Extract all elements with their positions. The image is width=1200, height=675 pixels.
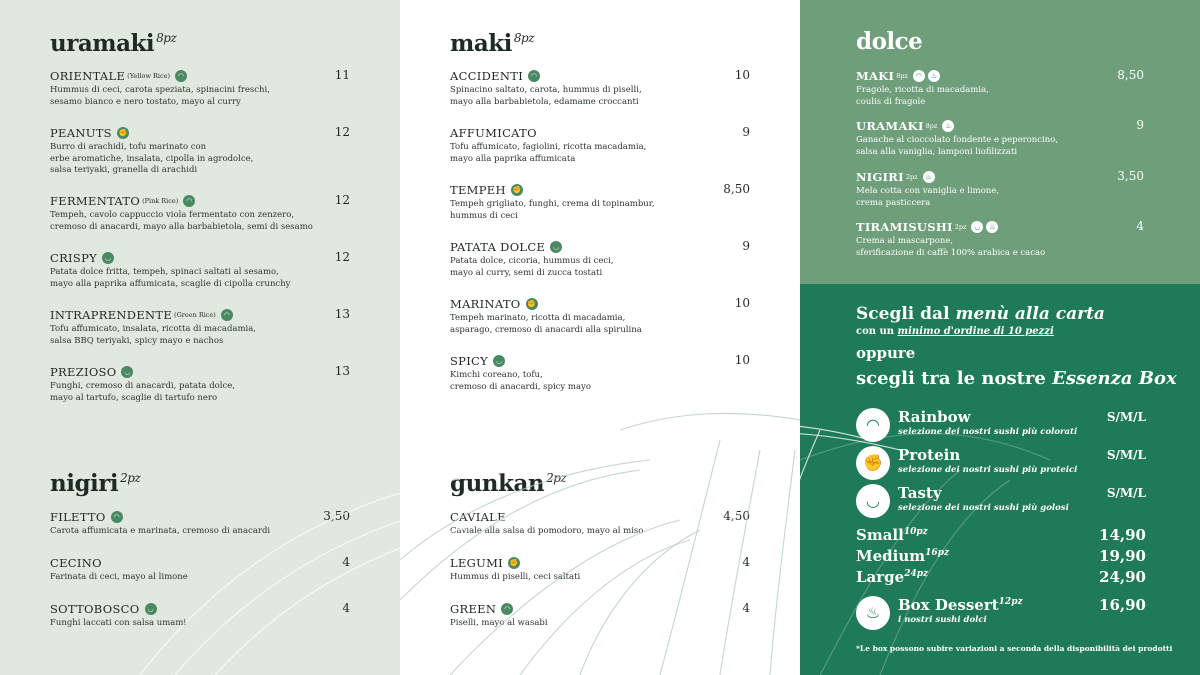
menu-item-green: GREEN ◠ 4 Piselli, mayo al wasabi xyxy=(450,601,750,628)
menu-item-intraprendente: INTRAPRENDENTE (Green Rice) ◠ 13 Tofu affumicato, insalata, ricotta di macadamia, salsa BBQ teriyaki, spicy mayo e nachos xyxy=(50,307,350,346)
dolce-title: dolce xyxy=(856,28,923,55)
muscle-icon: ✊ xyxy=(856,446,890,480)
essenza-box-heading: scegli tra le nostre Essenza Box xyxy=(856,368,1177,389)
dolce-item-uramaki: URAMAKI 8pz ♨ 9 Ganache al cioccolato fondente e peperoncino, salsa alla vaniglia, lamponi liofilizzati xyxy=(856,118,1144,157)
menu-item-spicy: SPICY ◡ 10 Kimchi coreano, tofu, cremoso di anacardi, spicy mayo xyxy=(450,353,750,392)
box-footnote: *Le box possono subire variazioni a seconda della disponibilità dei prodotti xyxy=(856,644,1173,653)
uramaki-title: uramaki $^{8pz}$ xyxy=(50,30,177,57)
muscle-icon: ✊ xyxy=(118,129,128,137)
rainbow-icon: ◠ xyxy=(501,603,513,615)
dolce-panel xyxy=(800,0,1200,284)
gunkan-title: gunkan $^{2pz}$ xyxy=(450,470,567,497)
rainbow-icon: ◠ xyxy=(856,408,890,442)
size-medium: Medium$^{16pz}$ 19,90 xyxy=(856,547,1146,565)
cupcake-icon: ♨ xyxy=(928,70,940,82)
menu-item-crispy: CRISPY ◡ 12 Patata dolce fritta, tempeh, spinaci saltati al sesamo, mayo alla paprika affumicata, scaglie di cipolla crunchy xyxy=(50,250,350,289)
rainbow-icon: ◠ xyxy=(175,70,187,82)
menu-item-legumi: LEGUMI ✊ 4 Hummus di piselli, ceci saltati xyxy=(450,555,750,582)
menu-item-marinato: MARINATO ✊ 10 Tempeh marinato, ricotta di macadamia, asparago, cremoso di anacardi alla spirulina xyxy=(450,296,750,335)
menu-item-fermentato: FERMENTATO (Pink Rice) ◠ 12 Tempeh, cavolo cappuccio viola fermentato con zenzero, cremoso di anacardi, mayo alla barbabietola, semi di sesamo xyxy=(50,193,350,232)
menu-item-orientale: ORIENTALE (Yellow Rice) ◠ 11 Hummus di ceci, carota speziata, spinacini freschi, sesamo bianco e nero tostato, mayo al curry xyxy=(50,68,350,107)
maki-title: maki $^{8pz}$ xyxy=(450,30,535,57)
rainbow-icon: ◠ xyxy=(183,195,195,207)
menu-item-caviale: CAVIALE 4,50 Caviale alla salsa di pomodoro, mayo al miso xyxy=(450,509,750,536)
menu-item-accidenti: ACCIDENTI ◠ 10 Spinacino saltato, carota, hummus di piselli, mayo alla barbabietola, edamame croccanti xyxy=(450,68,750,107)
muscle-icon: ✊ xyxy=(512,186,522,194)
menu-item-sottobosco: SOTTOBOSCO ◡ 4 Funghi laccati con salsa umami xyxy=(50,601,350,628)
dolce-box-column xyxy=(800,0,1200,675)
box-tasty: ◡ Tasty selezione dei nostri sushi più golosi S/M/L xyxy=(856,484,1146,520)
uramaki-nigiri-column xyxy=(0,0,400,675)
nigiri-title: nigiri $^{2pz}$ xyxy=(50,470,141,497)
cupcake-icon: ♨ xyxy=(986,221,998,233)
muscle-icon: ✊ xyxy=(509,559,519,567)
menu-item-affumicato: AFFUMICATO 9 Tofu affumicato, fagiolini, ricotta macadamia, mayo alla paprika affumicata xyxy=(450,125,750,164)
smile-icon: ◡ xyxy=(145,603,157,615)
rainbow-icon: ◠ xyxy=(221,309,233,321)
menu-item-tempeh: TEMPEH ✊ 8,50 Tempeh grigliato, funghi, crema di topinambur, hummus di ceci xyxy=(450,182,750,221)
dolce-item-tiramisushi: TIRAMISUSHI 2pz ◡ ♨ 4 Crema al mascarpone, sferificazione di caffè 100% arabica e cacao xyxy=(856,219,1144,258)
menu-item-patata-dolce: PATATA DOLCE ◡ 9 Patata dolce, cicoria, hummus di ceci, mayo al curry, semi di zucca tostati xyxy=(450,239,750,278)
rainbow-icon: ◠ xyxy=(528,70,540,82)
smile-icon: ◡ xyxy=(493,355,505,367)
menu-item-peanuts: PEANUTS ✊ 12 Burro di arachidi, tofu marinato con erbe aromatiche, insalata, cipolla in agrodolce, salsa teriyaki, granella di arachidi xyxy=(50,125,350,175)
smile-icon: ◡ xyxy=(971,221,983,233)
smile-icon: ◡ xyxy=(550,241,562,253)
rainbow-icon: ◠ xyxy=(111,511,123,523)
smile-icon: ◡ xyxy=(102,252,114,264)
minimum-order-note: con un minimo d'ordine di 10 pezzi xyxy=(856,326,1054,337)
menu-alla-carta-heading: Scegli dal menù alla carta xyxy=(856,304,1105,324)
box-dessert: ♨ Box Dessert$^{12pz}$ i nostri sushi dolci 16,90 xyxy=(856,596,1146,632)
box-rainbow: ◠ Rainbow selezione dei nostri sushi più colorati S/M/L xyxy=(856,408,1146,444)
essenza-box-panel xyxy=(800,284,1200,675)
box-protein: ✊ Protein selezione dei nostri sushi più proteici S/M/L xyxy=(856,446,1146,482)
muscle-icon: ✊ xyxy=(527,300,536,308)
size-large: Large$^{24pz}$ 24,90 xyxy=(856,568,1146,586)
dolce-item-maki: MAKI 8pz ◠ ♨ 8,50 Fragole, ricotta di macadamia, coulis di fragole xyxy=(856,68,1144,107)
smile-icon: ◡ xyxy=(121,366,133,378)
cupcake-icon: ♨ xyxy=(856,596,890,630)
smile-icon: ◡ xyxy=(856,484,890,518)
rainbow-icon: ◠ xyxy=(913,70,925,82)
menu-item-cecino: CECINO 4 Farinata di ceci, mayo al limone xyxy=(50,555,350,582)
cupcake-icon: ♨ xyxy=(942,120,954,132)
menu-item-prezioso: PREZIOSO ◡ 13 Funghi, cremoso di anacardi, patata dolce, mayo al tartufo, scaglie di tartufo nero xyxy=(50,364,350,403)
box-sizes xyxy=(856,526,1146,589)
oppure-label: oppure xyxy=(856,344,916,362)
size-small: Small$^{10pz}$ 14,90 xyxy=(856,526,1146,544)
dolce-item-nigiri: NIGIRI 2pz ♨ 3,50 Mela cotta con vaniglia e limone, crema pasticcera xyxy=(856,169,1144,208)
menu-item-filetto: FILETTO ◠ 3,50 Carota affumicata e marinata, cremoso di anacardi xyxy=(50,509,350,536)
cupcake-icon: ♨ xyxy=(923,171,935,183)
maki-gunkan-column xyxy=(400,0,800,675)
